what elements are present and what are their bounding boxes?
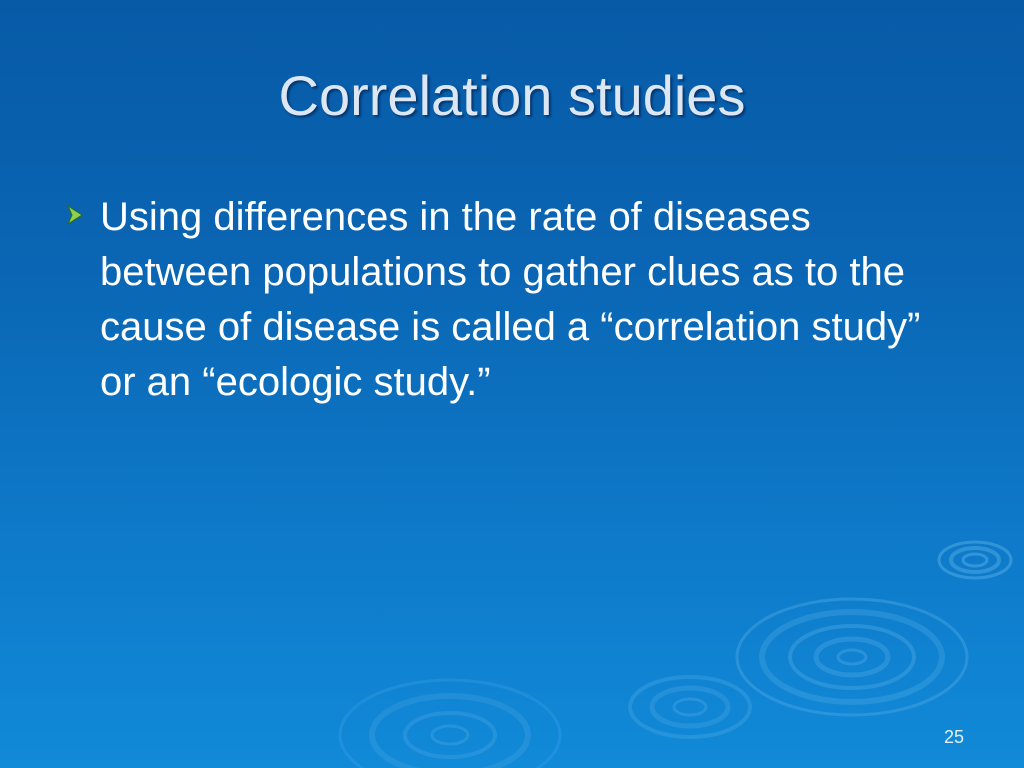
chevron-right-arrow-icon [62,200,92,230]
slide-title: Correlation studies [278,64,746,127]
bullet-text: Using differences in the rate of diseases between populations to gather clues as to the cause of disease is called a “correlation study” or an “ecologic study.” [100,195,921,404]
bullet-list [62,190,962,410]
page-number: 25 [943,727,964,747]
bullet-item [62,190,962,410]
